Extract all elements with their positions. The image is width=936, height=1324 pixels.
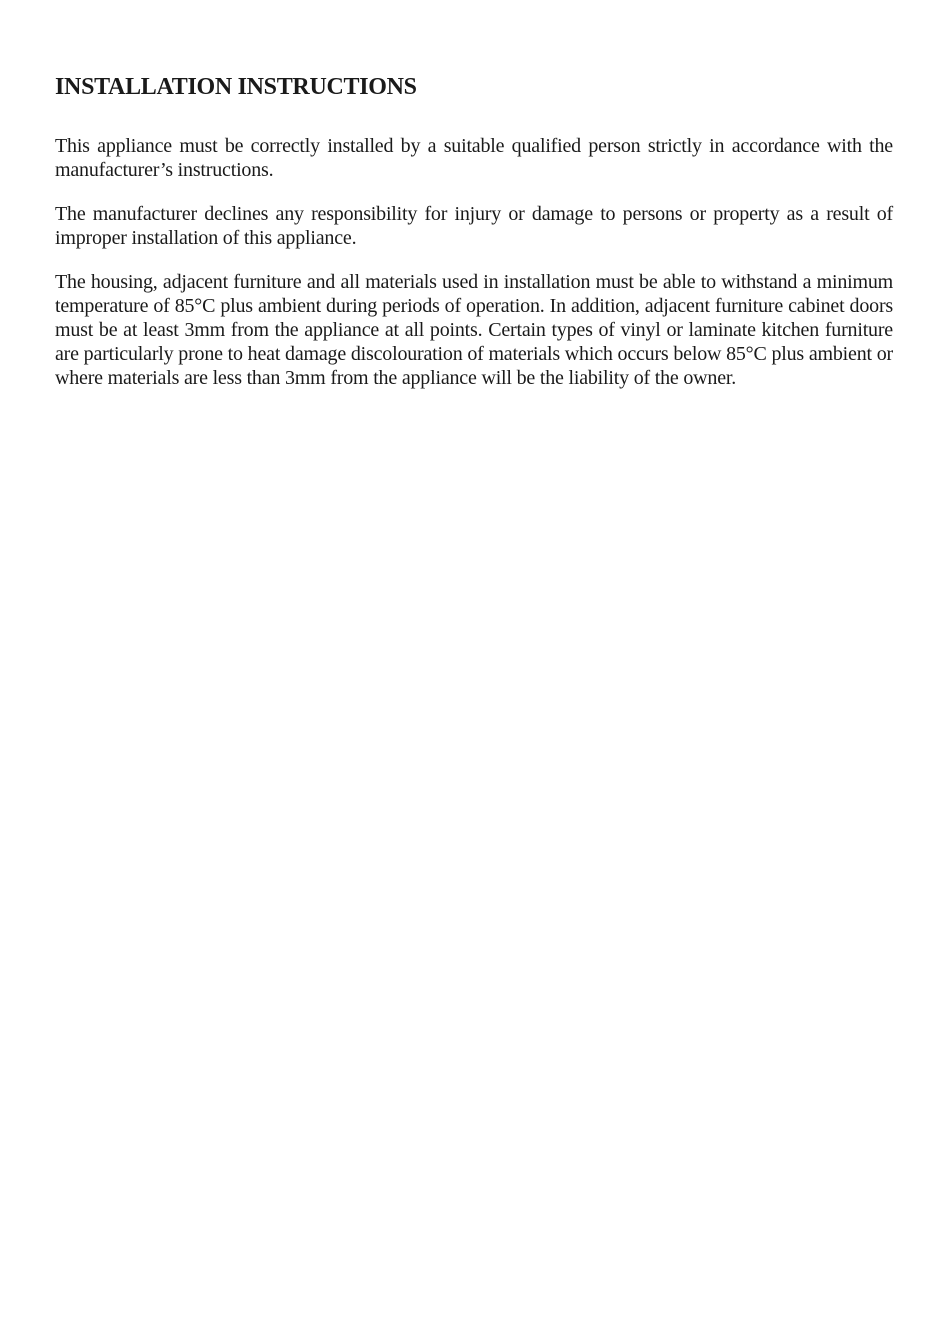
paragraph-installation-requirement: This appliance must be correctly installed by a suitable qualified person strictly in accordance with the manufacturer’s instructions. <box>55 135 893 181</box>
paragraph-temperature-requirements: The housing, adjacent furniture and all materials used in installation must be able to withstand a minimum temperature of 85°C plus ambient during periods of operation. In addition, adjacent furniture cabinet doors must be at least 3mm from the appliance at all points. Certain types of vinyl or laminate kitchen furniture are particularly prone to heat damage discolouration of materials which occurs below 85°C plus ambient or where materials are less than 3mm from the appliance will be the liability of the owner. <box>55 271 893 389</box>
page-title: INSTALLATION INSTRUCTIONS <box>55 74 417 100</box>
document-page <box>55 70 893 410</box>
paragraph-liability-disclaimer: The manufacturer declines any responsibility for injury or damage to persons or property as a result of improper installation of this appliance. <box>55 203 893 249</box>
